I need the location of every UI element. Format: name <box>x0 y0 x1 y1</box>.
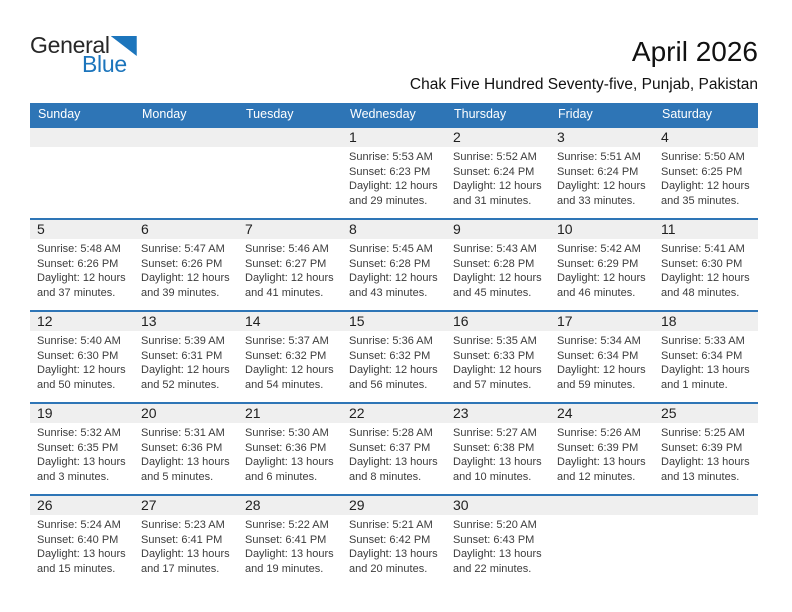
day-number: 2 <box>453 129 461 145</box>
day-daylight-text: Daylight: 12 hours and 59 minutes. <box>557 364 646 391</box>
day-number: 25 <box>661 405 677 421</box>
day-details <box>134 331 238 392</box>
day-daylight-text: Daylight: 12 hours and 57 minutes. <box>453 364 542 391</box>
day-sunset-text: Sunset: 6:41 PM <box>245 533 327 546</box>
day-details <box>342 331 446 392</box>
day-sunset-text: Sunset: 6:37 PM <box>349 441 431 454</box>
day-number: 8 <box>349 221 357 237</box>
empty-day-details <box>238 147 342 208</box>
day-daylight-text: Daylight: 12 hours and 46 minutes. <box>557 272 646 299</box>
day-sunrise-text: Sunrise: 5:35 AM <box>453 335 537 347</box>
day-number: 29 <box>349 497 365 513</box>
day-details <box>550 239 654 300</box>
day-details <box>550 331 654 392</box>
day-details <box>30 239 134 300</box>
day-number: 14 <box>245 313 261 329</box>
day-daylight-text: Daylight: 12 hours and 37 minutes. <box>37 272 126 299</box>
day-number: 7 <box>245 221 253 237</box>
day-daylight-text: Daylight: 12 hours and 56 minutes. <box>349 364 438 391</box>
day-daylight-text: Daylight: 12 hours and 41 minutes. <box>245 272 334 299</box>
day-sunset-text: Sunset: 6:24 PM <box>557 165 639 178</box>
weekday-header-friday: Friday <box>558 107 593 121</box>
day-details-row <box>30 147 758 208</box>
week-row <box>30 310 758 402</box>
day-number-band <box>30 404 758 423</box>
day-number: 22 <box>349 405 365 421</box>
day-details <box>654 331 758 392</box>
calendar-grid <box>30 103 758 586</box>
day-sunset-text: Sunset: 6:33 PM <box>453 349 535 362</box>
empty-day-details <box>654 515 758 576</box>
empty-day-details <box>550 515 654 576</box>
day-sunset-text: Sunset: 6:34 PM <box>661 349 743 362</box>
day-number: 24 <box>557 405 573 421</box>
day-details-row <box>30 515 758 576</box>
day-sunset-text: Sunset: 6:41 PM <box>141 533 223 546</box>
day-number: 10 <box>557 221 573 237</box>
day-sunrise-text: Sunrise: 5:50 AM <box>661 151 745 163</box>
day-number: 5 <box>37 221 45 237</box>
page-title: April 2026 <box>631 36 758 67</box>
day-details <box>654 147 758 208</box>
day-sunrise-text: Sunrise: 5:42 AM <box>557 243 641 255</box>
day-daylight-text: Daylight: 12 hours and 31 minutes. <box>453 180 542 207</box>
day-sunrise-text: Sunrise: 5:48 AM <box>37 243 121 255</box>
day-number: 23 <box>453 405 469 421</box>
empty-day-cell <box>550 496 654 515</box>
day-sunrise-text: Sunrise: 5:36 AM <box>349 335 433 347</box>
day-details <box>30 515 134 576</box>
day-daylight-text: Daylight: 12 hours and 52 minutes. <box>141 364 230 391</box>
day-sunset-text: Sunset: 6:28 PM <box>349 257 431 270</box>
day-daylight-text: Daylight: 12 hours and 54 minutes. <box>245 364 334 391</box>
day-sunrise-text: Sunrise: 5:51 AM <box>557 151 641 163</box>
day-number: 13 <box>141 313 157 329</box>
day-details <box>30 331 134 392</box>
day-number-band <box>30 220 758 239</box>
day-details <box>342 515 446 576</box>
day-number: 16 <box>453 313 469 329</box>
day-daylight-text: Daylight: 12 hours and 43 minutes. <box>349 272 438 299</box>
weekday-header-row <box>30 103 758 126</box>
day-number: 4 <box>661 129 669 145</box>
week-row <box>30 218 758 310</box>
day-number: 27 <box>141 497 157 513</box>
day-sunset-text: Sunset: 6:40 PM <box>37 533 119 546</box>
day-details <box>446 147 550 208</box>
day-sunset-text: Sunset: 6:28 PM <box>453 257 535 270</box>
day-number: 15 <box>349 313 365 329</box>
logo-text-general: General <box>30 32 110 58</box>
day-daylight-text: Daylight: 12 hours and 39 minutes. <box>141 272 230 299</box>
day-details <box>550 423 654 484</box>
day-sunrise-text: Sunrise: 5:32 AM <box>37 427 121 439</box>
day-number: 9 <box>453 221 461 237</box>
day-sunset-text: Sunset: 6:23 PM <box>349 165 431 178</box>
day-details <box>238 331 342 392</box>
day-details <box>238 515 342 576</box>
day-number: 19 <box>37 405 53 421</box>
day-sunrise-text: Sunrise: 5:40 AM <box>37 335 121 347</box>
empty-day-cell <box>134 128 238 147</box>
day-sunrise-text: Sunrise: 5:28 AM <box>349 427 433 439</box>
day-sunset-text: Sunset: 6:43 PM <box>453 533 535 546</box>
day-details <box>550 147 654 208</box>
day-daylight-text: Daylight: 13 hours and 8 minutes. <box>349 456 438 483</box>
day-daylight-text: Daylight: 13 hours and 19 minutes. <box>245 548 334 575</box>
day-details-row <box>30 239 758 300</box>
day-sunset-text: Sunset: 6:36 PM <box>141 441 223 454</box>
week-row <box>30 126 758 218</box>
day-daylight-text: Daylight: 13 hours and 10 minutes. <box>453 456 542 483</box>
day-sunrise-text: Sunrise: 5:41 AM <box>661 243 745 255</box>
day-sunset-text: Sunset: 6:30 PM <box>661 257 743 270</box>
day-sunrise-text: Sunrise: 5:39 AM <box>141 335 225 347</box>
day-sunset-text: Sunset: 6:31 PM <box>141 349 223 362</box>
day-details <box>134 239 238 300</box>
weekday-header-thursday: Thursday <box>454 107 507 121</box>
day-daylight-text: Daylight: 13 hours and 22 minutes. <box>453 548 542 575</box>
day-daylight-text: Daylight: 13 hours and 6 minutes. <box>245 456 334 483</box>
weekday-header-sunday: Sunday <box>38 107 81 121</box>
day-number: 21 <box>245 405 261 421</box>
day-daylight-text: Daylight: 13 hours and 5 minutes. <box>141 456 230 483</box>
day-sunset-text: Sunset: 6:35 PM <box>37 441 119 454</box>
day-sunrise-text: Sunrise: 5:47 AM <box>141 243 225 255</box>
general-blue-logo <box>30 34 137 76</box>
day-details <box>238 239 342 300</box>
day-sunset-text: Sunset: 6:29 PM <box>557 257 639 270</box>
day-details <box>654 423 758 484</box>
day-sunrise-text: Sunrise: 5:26 AM <box>557 427 641 439</box>
day-sunset-text: Sunset: 6:42 PM <box>349 533 431 546</box>
day-details-row <box>30 423 758 484</box>
day-sunset-text: Sunset: 6:26 PM <box>37 257 119 270</box>
day-details <box>342 147 446 208</box>
day-sunrise-text: Sunrise: 5:30 AM <box>245 427 329 439</box>
day-sunrise-text: Sunrise: 5:25 AM <box>661 427 745 439</box>
week-row <box>30 494 758 586</box>
logo-text-blue: Blue <box>82 51 127 77</box>
day-number: 1 <box>349 129 357 145</box>
day-details-row <box>30 331 758 392</box>
weekday-header-monday: Monday <box>142 107 187 121</box>
day-details <box>446 239 550 300</box>
day-details <box>30 423 134 484</box>
day-sunset-text: Sunset: 6:24 PM <box>453 165 535 178</box>
day-daylight-text: Daylight: 13 hours and 3 minutes. <box>37 456 126 483</box>
day-sunrise-text: Sunrise: 5:34 AM <box>557 335 641 347</box>
empty-day-details <box>30 147 134 208</box>
day-sunrise-text: Sunrise: 5:21 AM <box>349 519 433 531</box>
day-sunset-text: Sunset: 6:26 PM <box>141 257 223 270</box>
day-sunset-text: Sunset: 6:38 PM <box>453 441 535 454</box>
day-sunrise-text: Sunrise: 5:27 AM <box>453 427 537 439</box>
day-number: 20 <box>141 405 157 421</box>
day-details <box>134 515 238 576</box>
day-sunrise-text: Sunrise: 5:45 AM <box>349 243 433 255</box>
week-row <box>30 402 758 494</box>
day-sunrise-text: Sunrise: 5:46 AM <box>245 243 329 255</box>
day-daylight-text: Daylight: 12 hours and 33 minutes. <box>557 180 646 207</box>
day-sunrise-text: Sunrise: 5:37 AM <box>245 335 329 347</box>
empty-day-details <box>134 147 238 208</box>
day-sunset-text: Sunset: 6:32 PM <box>245 349 327 362</box>
day-sunset-text: Sunset: 6:34 PM <box>557 349 639 362</box>
day-sunset-text: Sunset: 6:30 PM <box>37 349 119 362</box>
day-daylight-text: Daylight: 13 hours and 20 minutes. <box>349 548 438 575</box>
empty-day-cell <box>30 128 134 147</box>
day-sunrise-text: Sunrise: 5:52 AM <box>453 151 537 163</box>
day-daylight-text: Daylight: 13 hours and 15 minutes. <box>37 548 126 575</box>
day-daylight-text: Daylight: 12 hours and 48 minutes. <box>661 272 750 299</box>
day-number-band <box>30 128 758 147</box>
day-sunrise-text: Sunrise: 5:24 AM <box>37 519 121 531</box>
day-number: 18 <box>661 313 677 329</box>
location-subtitle: Chak Five Hundred Seventy-five, Punjab, Pakistan <box>409 76 758 93</box>
empty-day-cell <box>654 496 758 515</box>
day-details <box>342 423 446 484</box>
day-sunrise-text: Sunrise: 5:31 AM <box>141 427 225 439</box>
day-daylight-text: Daylight: 13 hours and 17 minutes. <box>141 548 230 575</box>
day-daylight-text: Daylight: 12 hours and 50 minutes. <box>37 364 126 391</box>
day-details <box>342 239 446 300</box>
weekday-header-wednesday: Wednesday <box>350 107 416 121</box>
day-daylight-text: Daylight: 12 hours and 35 minutes. <box>661 180 750 207</box>
day-sunset-text: Sunset: 6:27 PM <box>245 257 327 270</box>
empty-day-cell <box>238 128 342 147</box>
weekday-header-saturday: Saturday <box>662 107 713 121</box>
day-details <box>446 423 550 484</box>
day-number: 12 <box>37 313 53 329</box>
day-sunrise-text: Sunrise: 5:33 AM <box>661 335 745 347</box>
day-daylight-text: Daylight: 12 hours and 45 minutes. <box>453 272 542 299</box>
day-number: 30 <box>453 497 469 513</box>
day-details <box>134 423 238 484</box>
day-daylight-text: Daylight: 12 hours and 29 minutes. <box>349 180 438 207</box>
day-details <box>446 515 550 576</box>
day-sunrise-text: Sunrise: 5:23 AM <box>141 519 225 531</box>
day-daylight-text: Daylight: 13 hours and 12 minutes. <box>557 456 646 483</box>
day-number: 26 <box>37 497 53 513</box>
day-details <box>446 331 550 392</box>
day-details <box>238 423 342 484</box>
day-sunrise-text: Sunrise: 5:22 AM <box>245 519 329 531</box>
day-number: 28 <box>245 497 261 513</box>
day-sunset-text: Sunset: 6:25 PM <box>661 165 743 178</box>
day-number-band <box>30 312 758 331</box>
day-sunset-text: Sunset: 6:32 PM <box>349 349 431 362</box>
day-details <box>654 239 758 300</box>
day-sunset-text: Sunset: 6:39 PM <box>557 441 639 454</box>
day-sunset-text: Sunset: 6:39 PM <box>661 441 743 454</box>
day-number: 6 <box>141 221 149 237</box>
day-number: 3 <box>557 129 565 145</box>
day-number: 11 <box>661 221 676 237</box>
day-sunrise-text: Sunrise: 5:43 AM <box>453 243 537 255</box>
day-number: 17 <box>557 313 573 329</box>
weekday-header-tuesday: Tuesday <box>246 107 294 121</box>
day-sunset-text: Sunset: 6:36 PM <box>245 441 327 454</box>
day-number-band <box>30 496 758 515</box>
day-sunrise-text: Sunrise: 5:20 AM <box>453 519 537 531</box>
day-daylight-text: Daylight: 13 hours and 1 minute. <box>661 364 750 391</box>
day-sunrise-text: Sunrise: 5:53 AM <box>349 151 433 163</box>
day-daylight-text: Daylight: 13 hours and 13 minutes. <box>661 456 750 483</box>
